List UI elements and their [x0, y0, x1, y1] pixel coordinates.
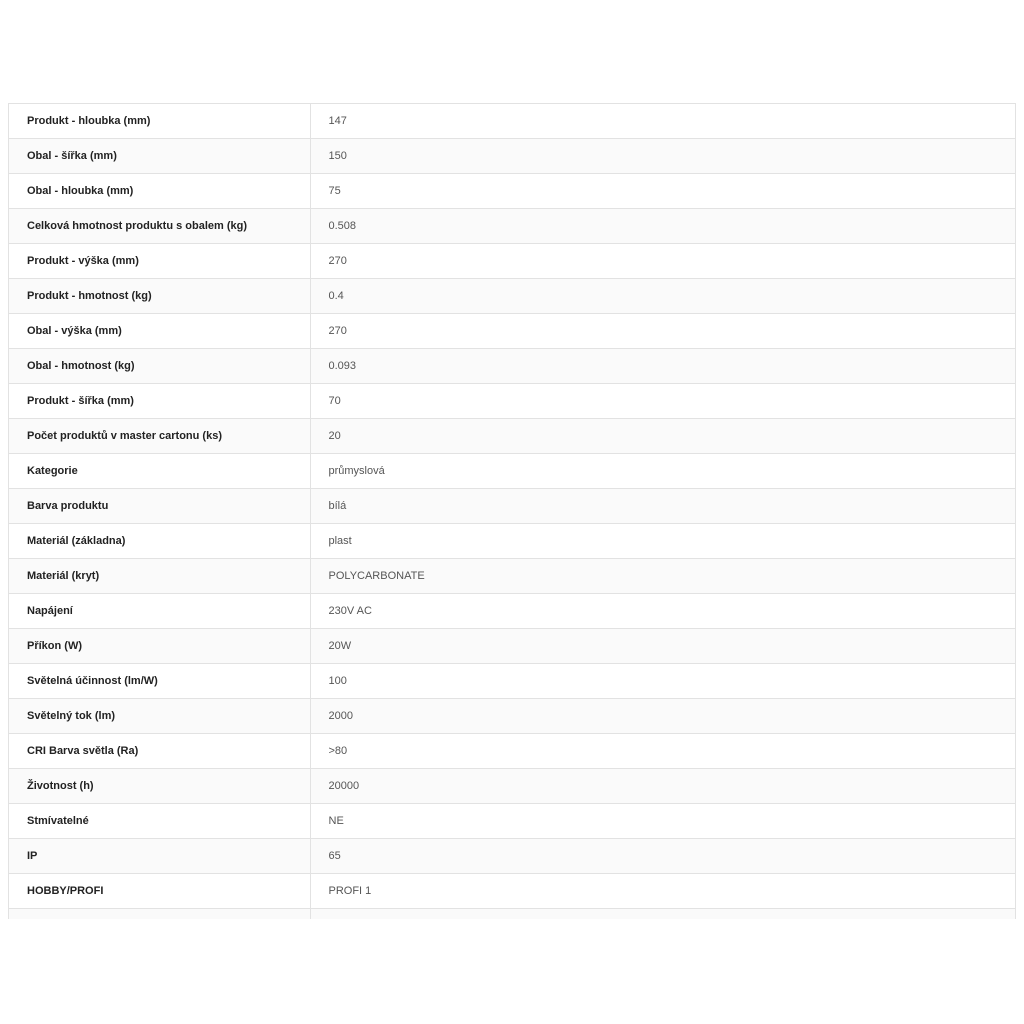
- table-row: [9, 629, 1015, 664]
- table-row: [9, 349, 1015, 384]
- spec-value: 70: [310, 384, 1015, 419]
- spec-value: 147: [310, 104, 1015, 139]
- table-row: [9, 174, 1015, 209]
- spec-value: 230V AC: [310, 594, 1015, 629]
- spec-value: 270: [310, 244, 1015, 279]
- spec-label: Světelná účinnost (lm/W): [9, 664, 310, 699]
- spec-label: IP: [9, 839, 310, 874]
- spec-label: Obal - hmotnost (kg): [9, 349, 310, 384]
- specifications-table: [9, 103, 1015, 919]
- table-row: [9, 699, 1015, 734]
- spec-label: Produkt - hloubka (mm): [9, 104, 310, 139]
- specifications-table-container: [8, 103, 1016, 919]
- spec-value: 20: [310, 419, 1015, 454]
- spec-label: Životnost (h): [9, 769, 310, 804]
- spec-value: NE: [310, 804, 1015, 839]
- spec-value: 0.4: [310, 279, 1015, 314]
- spec-label: Napájení: [9, 594, 310, 629]
- table-row: [9, 244, 1015, 279]
- table-row: [9, 489, 1015, 524]
- spec-label: Produkt - výška (mm): [9, 244, 310, 279]
- table-row: [9, 419, 1015, 454]
- spec-value: 2000: [310, 699, 1015, 734]
- table-row: [9, 314, 1015, 349]
- spec-value: >80: [310, 734, 1015, 769]
- spec-label: Počet produktů v master cartonu (ks): [9, 419, 310, 454]
- spec-value: průmyslová: [310, 454, 1015, 489]
- spec-value: 150: [310, 139, 1015, 174]
- table-row: [9, 209, 1015, 244]
- spec-value: 0.508: [310, 209, 1015, 244]
- table-row: [9, 559, 1015, 594]
- spec-value: 65: [310, 839, 1015, 874]
- table-row: [9, 524, 1015, 559]
- spec-label: Kategorie: [9, 454, 310, 489]
- spec-value-empty: [310, 909, 1015, 920]
- spec-label: Celková hmotnost produktu s obalem (kg): [9, 209, 310, 244]
- table-row: [9, 594, 1015, 629]
- spec-label: Světelný tok (lm): [9, 699, 310, 734]
- table-row-partial: [9, 909, 1015, 920]
- spec-value: plast: [310, 524, 1015, 559]
- table-row: [9, 769, 1015, 804]
- spec-value: 0.093: [310, 349, 1015, 384]
- table-row: [9, 839, 1015, 874]
- table-row: [9, 664, 1015, 699]
- table-row: [9, 874, 1015, 909]
- spec-label: Produkt - hmotnost (kg): [9, 279, 310, 314]
- spec-value: 270: [310, 314, 1015, 349]
- table-row: [9, 454, 1015, 489]
- table-row: [9, 279, 1015, 314]
- spec-label: Materiál (základna): [9, 524, 310, 559]
- spec-label: Příkon (W): [9, 629, 310, 664]
- table-row: [9, 804, 1015, 839]
- table-row: [9, 384, 1015, 419]
- spec-label: Obal - výška (mm): [9, 314, 310, 349]
- spec-label: Produkt - šířka (mm): [9, 384, 310, 419]
- spec-label: Materiál (kryt): [9, 559, 310, 594]
- spec-label: Obal - hloubka (mm): [9, 174, 310, 209]
- spec-label: Stmívatelné: [9, 804, 310, 839]
- spec-value: 20W: [310, 629, 1015, 664]
- spec-value: 20000: [310, 769, 1015, 804]
- spec-label: Barva produktu: [9, 489, 310, 524]
- spec-value: 100: [310, 664, 1015, 699]
- spec-label: CRI Barva světla (Ra): [9, 734, 310, 769]
- spec-value: 75: [310, 174, 1015, 209]
- table-row: [9, 139, 1015, 174]
- spec-label: Obal - šířka (mm): [9, 139, 310, 174]
- spec-value: bílá: [310, 489, 1015, 524]
- spec-label: HOBBY/PROFI: [9, 874, 310, 909]
- spec-value: POLYCARBONATE: [310, 559, 1015, 594]
- table-row: [9, 734, 1015, 769]
- table-row: [9, 104, 1015, 139]
- spec-label-empty: [9, 909, 310, 920]
- spec-value: PROFI 1: [310, 874, 1015, 909]
